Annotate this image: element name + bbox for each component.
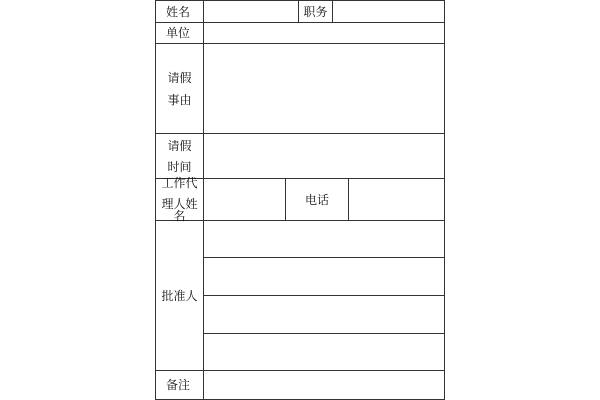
reason-label-line1: 请假: [167, 70, 192, 85]
unit-label: 单位: [166, 26, 191, 40]
reason-label-line2: 事由: [167, 92, 192, 107]
approver-field-1[interactable]: [204, 221, 444, 257]
remarks-label: 备注: [166, 378, 191, 392]
deputy-label-line1: 工作代: [161, 176, 198, 190]
time-label: [156, 134, 203, 178]
name-field[interactable]: [204, 1, 298, 22]
approver-field-4[interactable]: [204, 334, 444, 370]
deputy-label: [156, 176, 203, 223]
phone-field[interactable]: [349, 179, 444, 220]
time-label-line2: 时间: [167, 159, 192, 174]
approver-field-3[interactable]: [204, 296, 444, 333]
position-field[interactable]: [333, 1, 444, 22]
remarks-field[interactable]: [204, 371, 444, 399]
deputy-label-line2: 理人姓名: [161, 197, 198, 223]
approver-field-2[interactable]: [204, 258, 444, 295]
reason-field[interactable]: [204, 44, 444, 133]
phone-label: 电话: [304, 192, 329, 207]
position-label: 职务: [303, 4, 328, 19]
name-label: 姓名: [166, 4, 191, 19]
approver-label: 批准人: [161, 288, 198, 303]
deputy-name-field[interactable]: [204, 179, 285, 220]
reason-label: [156, 44, 203, 133]
time-field[interactable]: [204, 134, 444, 178]
unit-field[interactable]: [204, 23, 444, 43]
time-label-line1: 请假: [167, 138, 192, 153]
